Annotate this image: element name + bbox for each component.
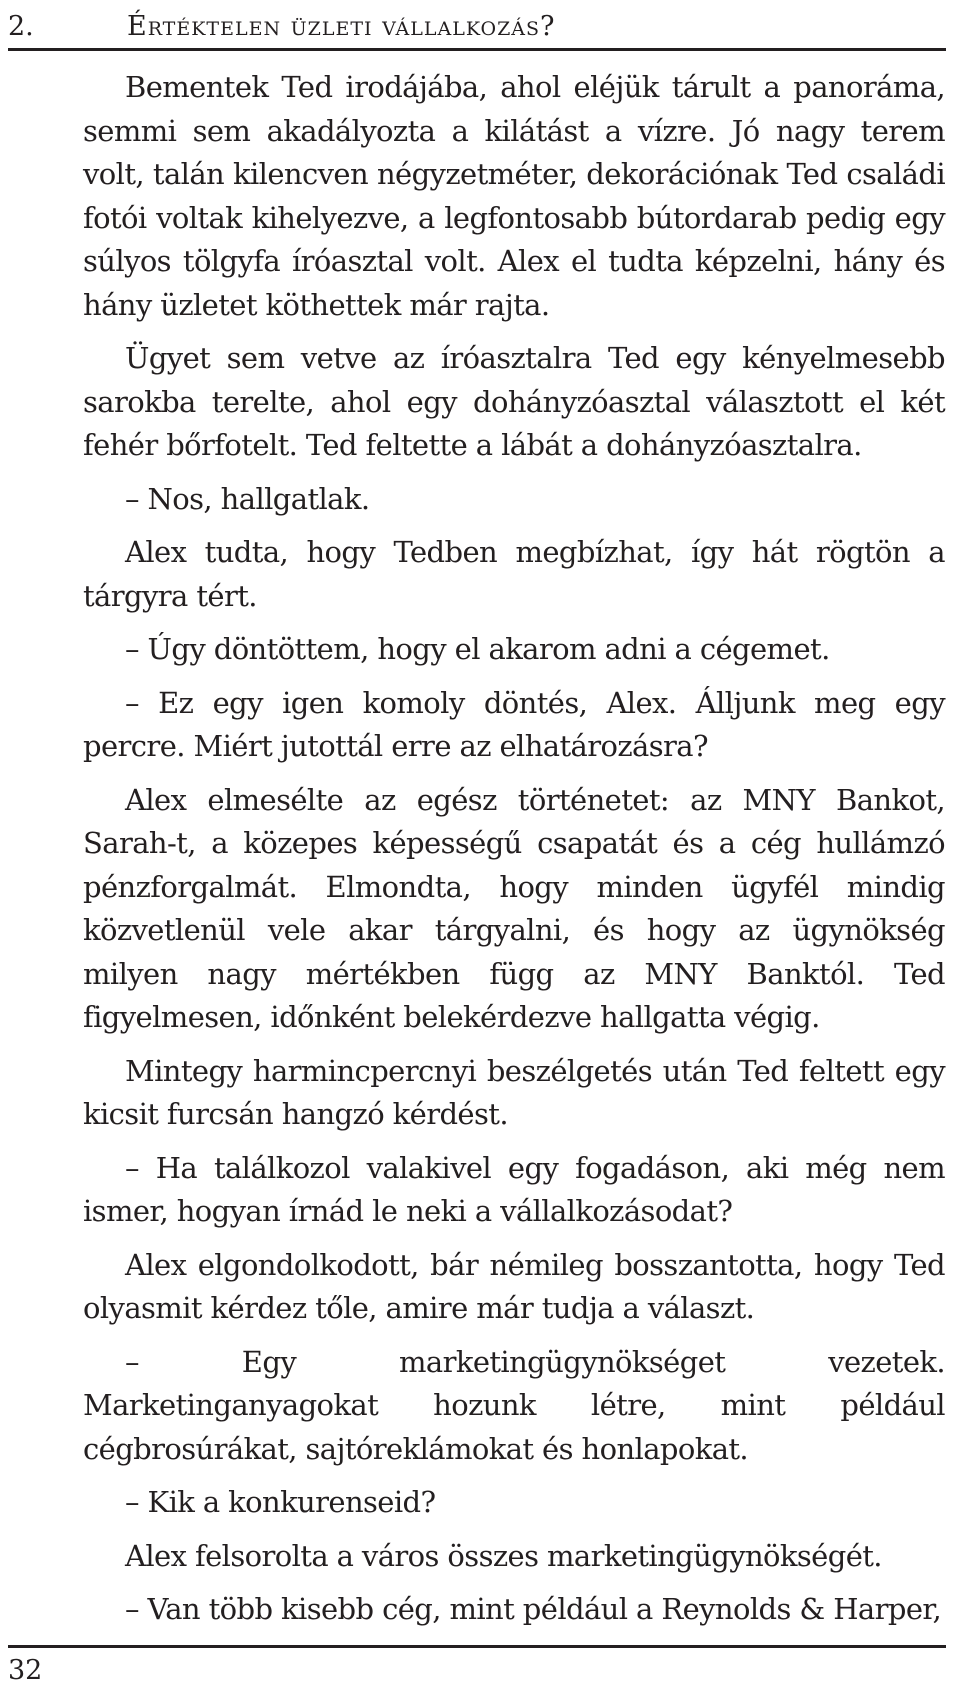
paragraph: Alex elmesélte az egész történetet: az MNY Bankot, Sarah-t, a közepes képességű csapatát és a cég hullámzó pénzforgalmát. Elmondta, hogy minden ügyfél mindig közvetlenül vele akar tárgyalni, és hogy az ügynökség milyen nagy mértékben függ az MNY Banktól. Ted figyelmesen, időnként belekérdezve hallgatta végig. (83, 782, 945, 1034)
paragraph: Alex felsorolta a város összes marketingügynökségét. (125, 1538, 882, 1573)
dialogue-line: – Ez egy igen komoly döntés, Alex. Álljunk meg egy percre. Miért jutottál erre az elhatározásra? (83, 685, 945, 763)
dialogue-line: – Úgy döntöttem, hogy el akarom adni a cégemet. (125, 632, 830, 666)
paragraph: Alex tudta, hogy Tedben megbízhat, így hát rögtön a tárgyra tért. (83, 535, 945, 613)
paragraph: Bementek Ted irodájába, ahol eléjük tárult a panoráma, semmi sem akadályozta a kilátást a vízre. Jó nagy terem volt, talán kilencven négyzetméter, dekorációnak Ted családi fotói voltak kihelyezve, a legfontosabb bútordarab pedig egy súlyos tölgyfa íróasztal volt. Alex el tudta képzelni, hány és hány üzletet köthettek már rajta. (83, 70, 945, 322)
paragraph: Mintegy harmincpercnyi beszélgetés után Ted feltett egy kicsit furcsán hangzó kérdést. (83, 1053, 945, 1131)
chapter-number: 2. (8, 11, 34, 42)
running-header (8, 8, 946, 51)
dialogue-line: – Ha találkozol valakivel egy fogadáson, aki még nem ismer, hogyan írnád le neki a vállalkozásodat? (83, 1150, 945, 1228)
dialogue-line: – Nos, hallgatlak. (125, 481, 370, 516)
footer-rule (8, 1645, 946, 1648)
dialogue-line: – Egy marketingügynökséget vezetek. Marketinganyagokat hozunk létre, mint például cégbrosúrákat, sajtóreklámokat és honlapokat. (83, 1344, 945, 1466)
paragraph: Ügyet sem vetve az íróasztalra Ted egy kényelmesebb sarokba terelte, ahol egy dohányzóasztal választott el két fehér bőrfotelt. Ted feltette a lábát a dohányzóasztalra. (83, 341, 945, 462)
paragraph: Alex elgondolkodott, bár némileg bosszantotta, hogy Ted olyasmit kérdez tőle, amire már tudja a választ. (83, 1247, 945, 1325)
chapter-title: Értéktelen üzleti vállalkozás? (127, 11, 556, 42)
dialogue-line: – Van több kisebb cég, mint például a Reynolds & Harper, (125, 1592, 942, 1626)
dialogue-line: – Kik a konkurenseid? (125, 1485, 436, 1519)
body-text (83, 66, 945, 1642)
page-number: 32 (8, 1655, 43, 1686)
